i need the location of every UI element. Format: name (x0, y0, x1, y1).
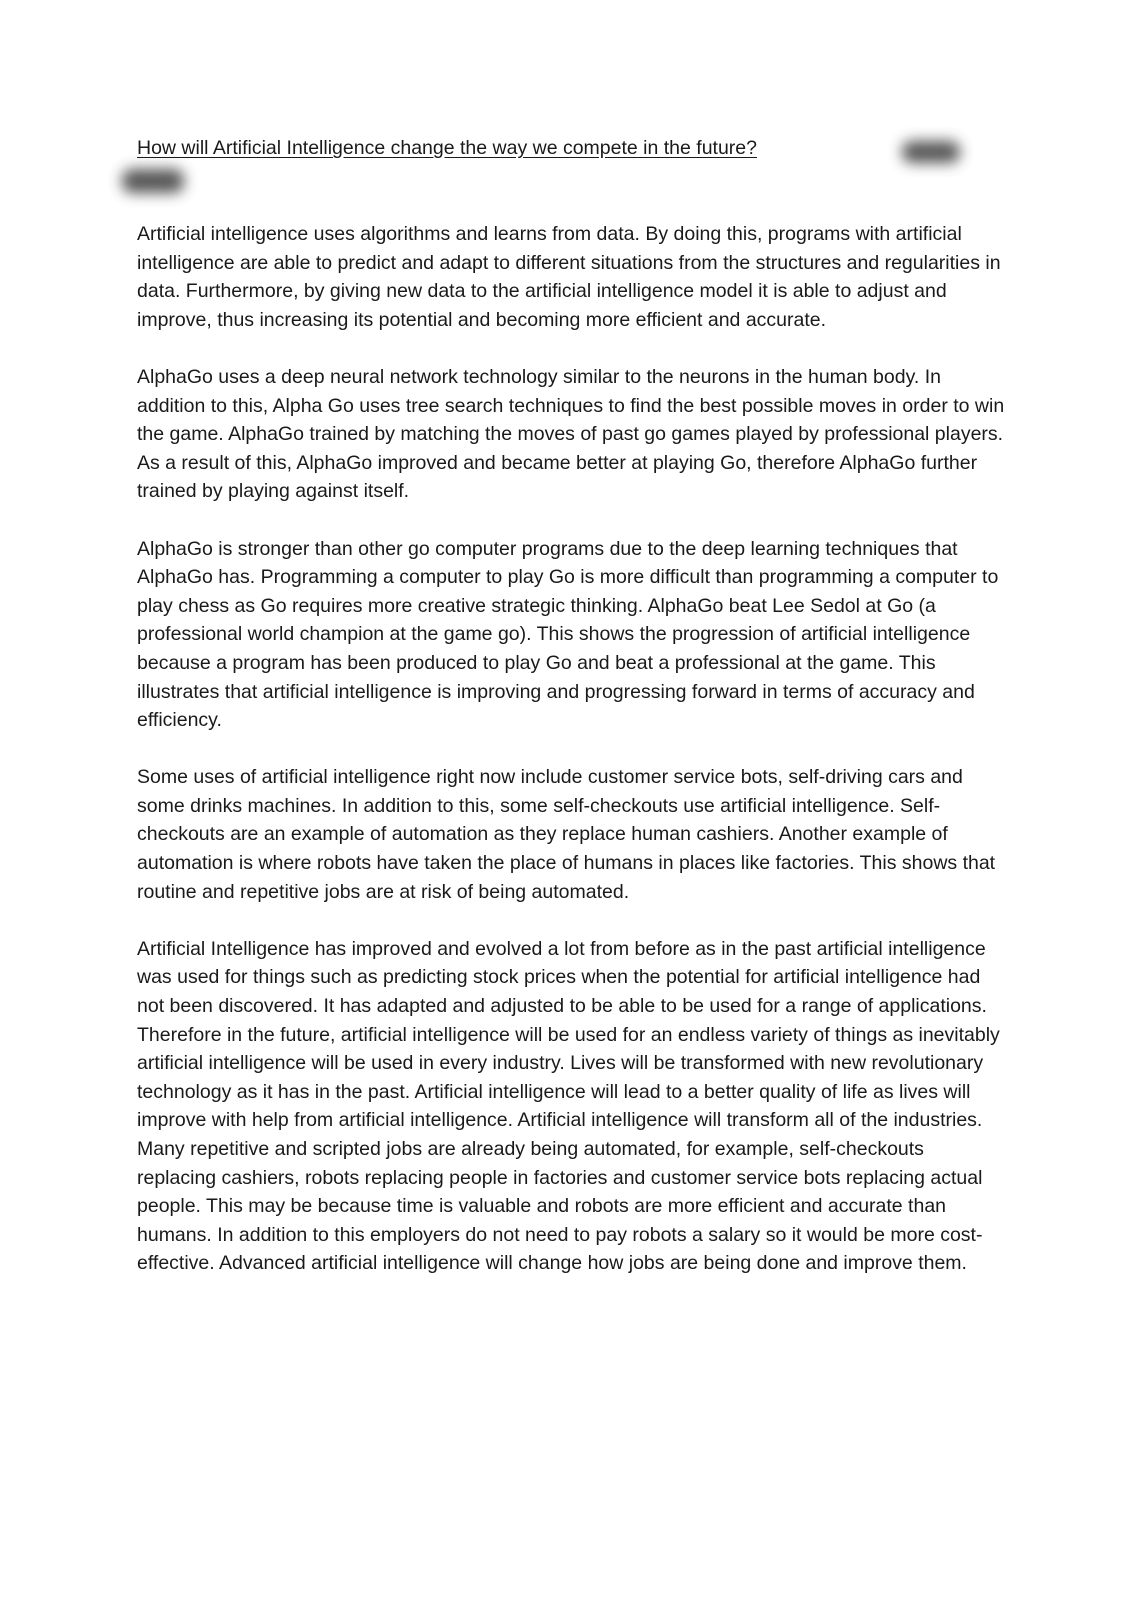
paragraph-current-uses: Some uses of artificial intelligence right now include customer service bots, self-driving cars and some drinks machines. In addition to this, some self-checkouts use artificial intelligence. Self-checkouts are an example of automation as they replace human cashiers. Another example of automation is where robots have taken the place of humans in places like factories. This shows that routine and repetitive jobs are at risk of being automated. (137, 766, 996, 903)
paragraph-alphago-technology: AlphaGo uses a deep neural network technology similar to the neurons in the human body. In addition to this, Alpha Go uses tree search techniques to find the best possible moves in order to win the game. AlphaGo trained by matching the moves of past go games played by professional players. As a result of this, AlphaGo improved and became better at playing Go, therefore AlphaGo further trained by playing against itself. (137, 365, 1005, 503)
redacted-name-block (902, 141, 960, 163)
redacted-name-block-continued (122, 169, 184, 193)
document-title: How will Artificial Intelligence change the way we compete in the future? (137, 137, 757, 159)
paragraph-alphago-strength: AlphaGo is stronger than other go computer programs due to the deep learning techniques that AlphaGo has. Programming a computer to play Go is more difficult than programming a computer to play chess as Go requires more creative strategic thinking. AlphaGo beat Lee Sedol at Go (a professional world champion at the game go). This shows the progression of artificial intelligence because a program has been produced to play Go and beat a professional at the game. This illustrates that artificial intelligence is improving and progressing forward in terms of accuracy and efficiency. (137, 537, 999, 732)
paragraph-ai-learning: Artificial intelligence uses algorithms and learns from data. By doing this, programs with artificial intelligence are able to predict and adapt to different situations from the structures and regularities in data. Furthermore, by giving new data to the artificial intelligence model it is able to adjust and improve, thus increasing its potential and becoming more efficient and accurate. (137, 223, 1001, 331)
document-body (137, 220, 1007, 1307)
paragraph-future-of-ai: Artificial Intelligence has improved and evolved a lot from before as in the past artificial intelligence was used for things such as predicting stock prices when the potential for artificial intelligence had not been discovered. It has adapted and adjusted to be able to be used for a range of applications. Therefore in the future, artificial intelligence will be used for an endless variety of things as inevitably artificial intelligence will be used in every industry. Lives will be transformed with new revolutionary technology as it has in the past. Artificial intelligence will lead to a better quality of life as lives will improve with help from artificial intelligence. Artificial intelligence will transform all of the industries. Many repetitive and scripted jobs are already being automated, for example, self-checkouts replacing cashiers, robots replacing people in factories and customer service bots replacing actual people. This may be because time is valuable and robots are more efficient and accurate than humans. In addition to this employers do not need to pay robots a salary so it would be more cost-effective. Advanced artificial intelligence will change how jobs are being done and improve them. (137, 937, 1000, 1275)
